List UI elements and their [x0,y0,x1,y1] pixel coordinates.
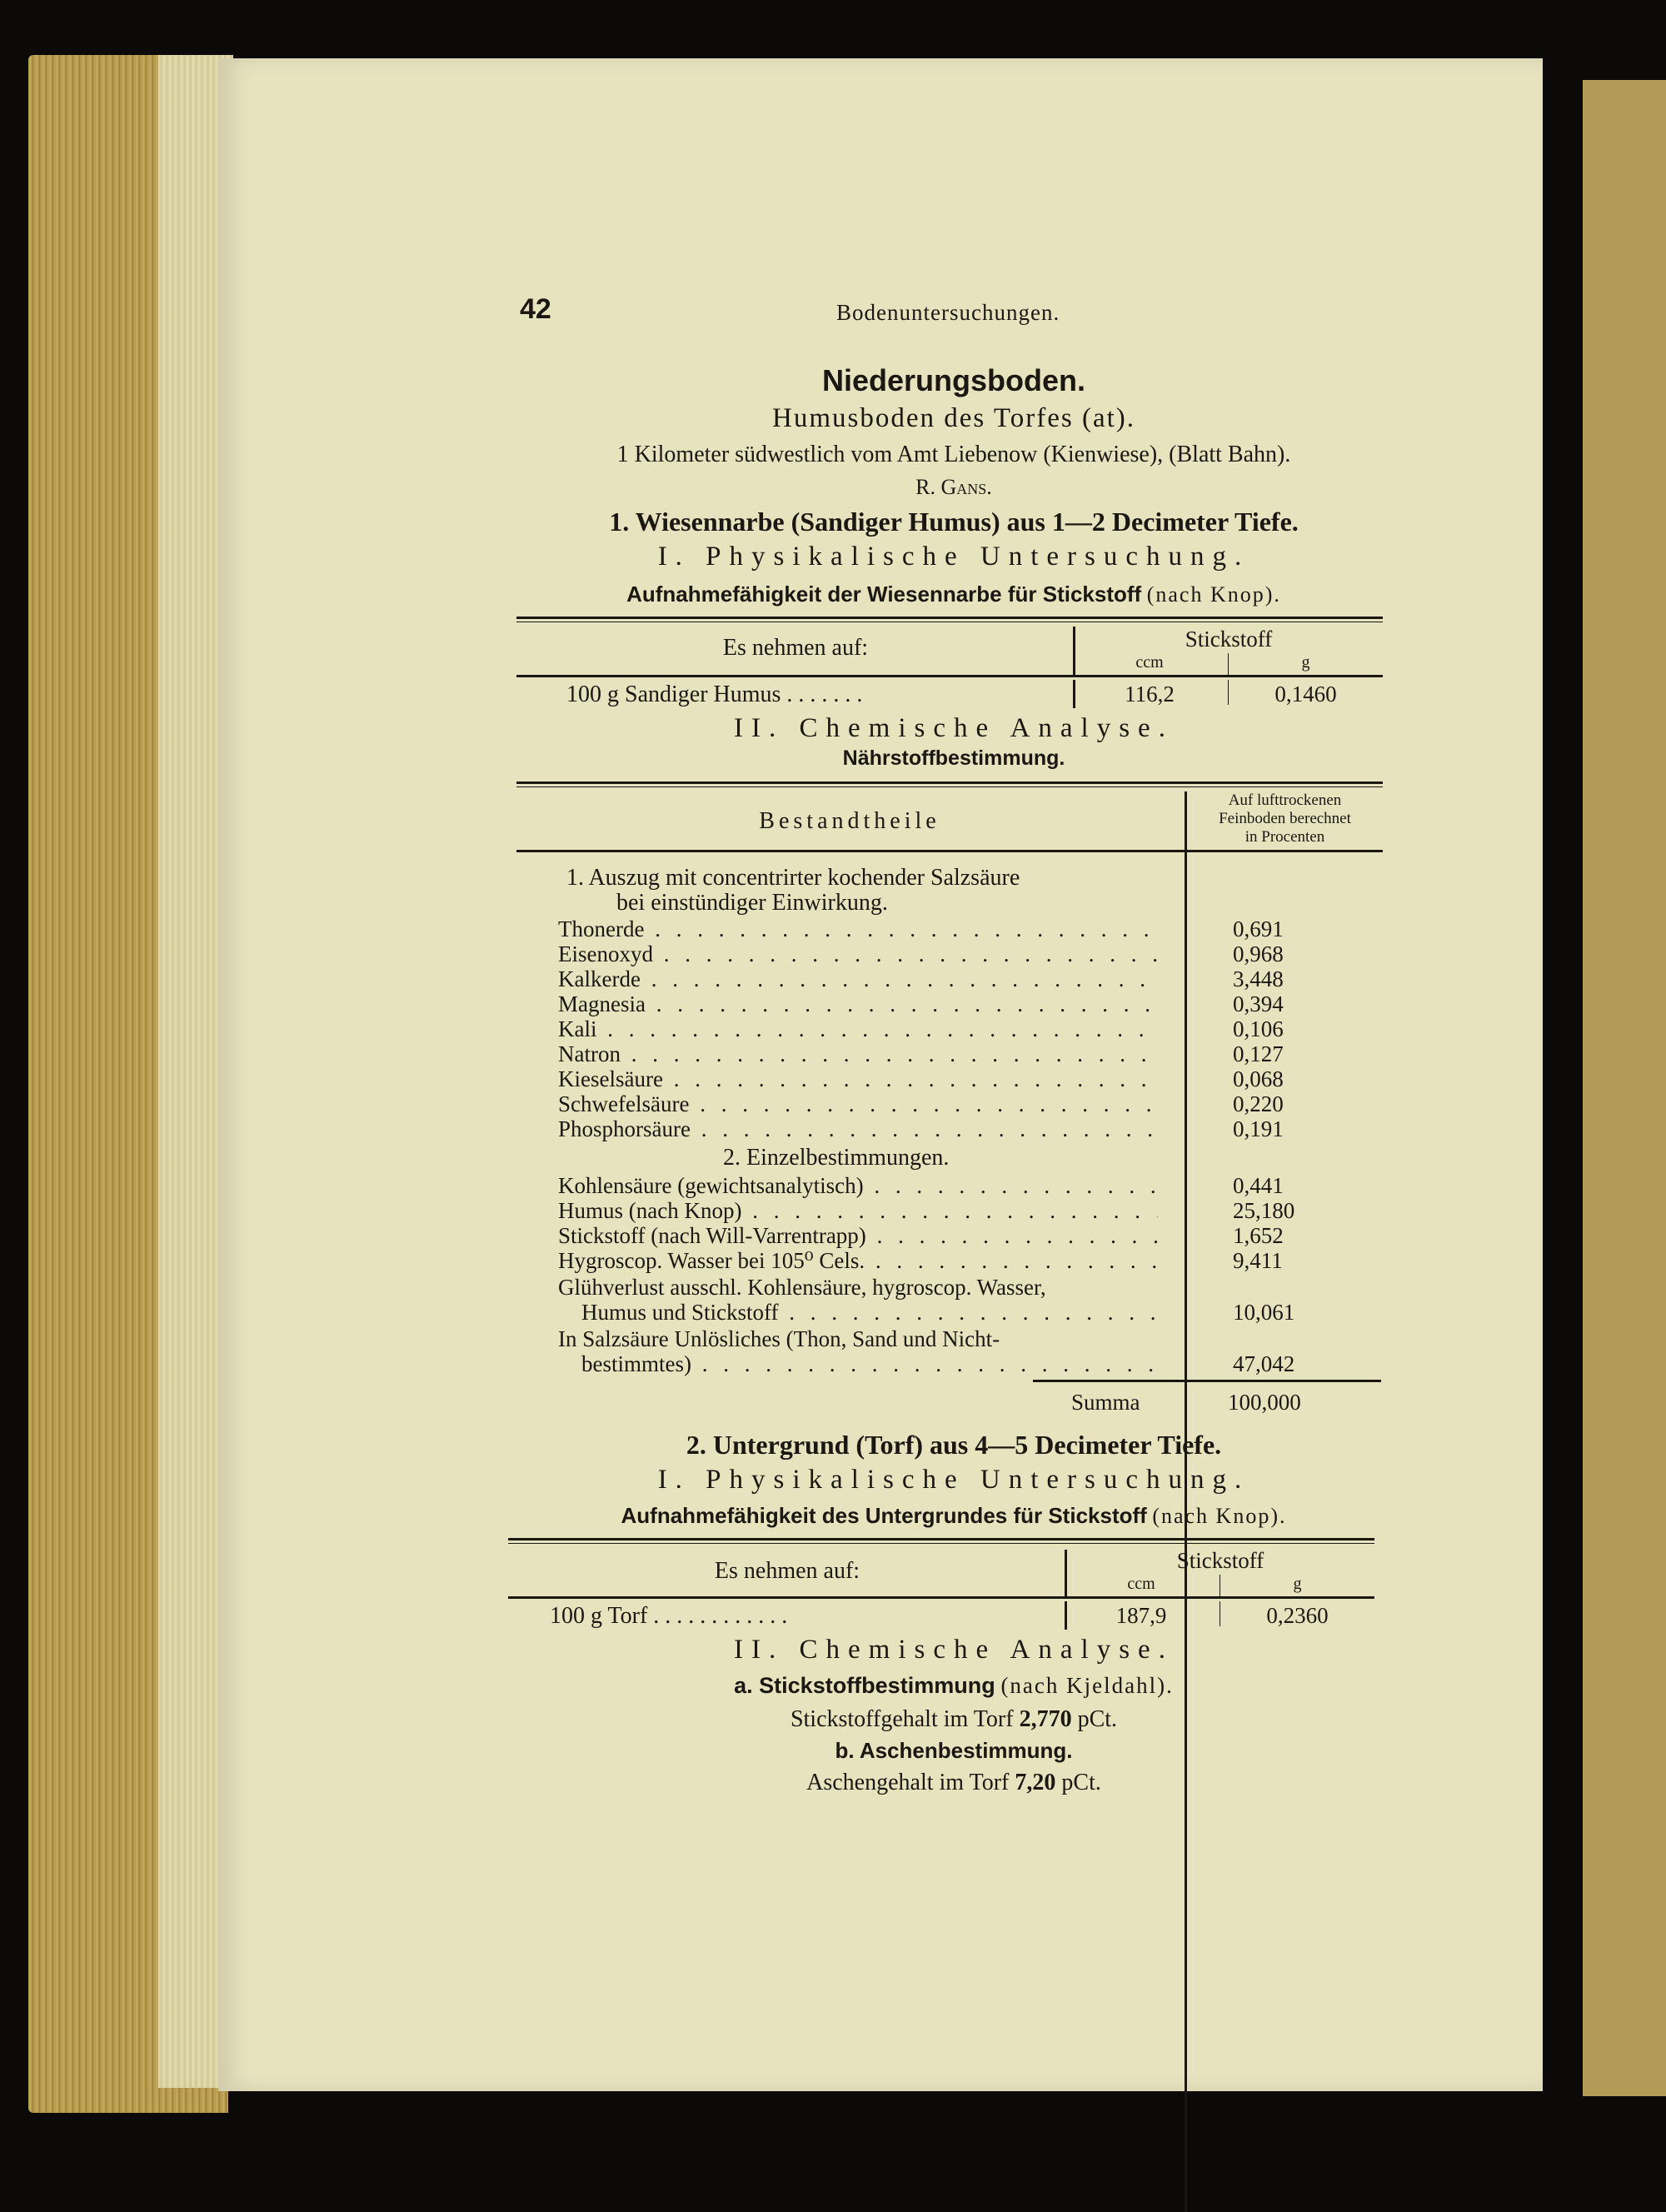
analysis-col-right-line1: Auf lufttrockenen [1228,791,1342,809]
section1-part2-heading: II. Chemische Analyse. [734,713,1174,743]
row-label: Thonerde . . . [558,916,1158,942]
row-value: 3,448 [1233,966,1284,991]
author: R. Gans. [915,475,992,499]
row-value: 0,394 [1233,991,1284,1016]
facing-page-edge [1583,80,1666,2096]
section2-heading: 2. Untergrund (Torf) aus 4—5 Decimeter Tiefe. [686,1430,1222,1460]
row-value: 0,127 [1233,1041,1284,1066]
analysis-row [558,1116,1158,1141]
analysis-row [581,1300,1158,1325]
table1-col-left: Es nehmen auf: [722,635,869,661]
row-value: 1,652 [1233,1223,1284,1248]
ash-text: Aschengehalt im Torf [806,1770,1010,1795]
analysis-col-right-line2: Feinboden berechnet [1219,810,1351,827]
table2-col-left: Es nehmen auf: [714,1558,860,1584]
row-label: Kohlensäure (gewichtsanalytisch) . . . [558,1173,1158,1199]
table1-col-g: g [1301,653,1310,672]
analysis-row [558,1016,1158,1041]
analysis-row [558,966,1158,991]
main-heading: Niederungsboden. [821,363,1086,397]
analysis-top-rule [516,781,1383,784]
ash-value: 7,20 [1015,1770,1056,1795]
row-value: 9,411 [1233,1248,1283,1273]
table2-top-rule-thin [508,1543,1374,1544]
section1-absorption-rest: (nach Knop). [1146,582,1281,607]
row-label: Kali . . . [558,1016,1158,1042]
analysis-col-right-line3: in Procenten [1245,828,1325,846]
analysis-row [558,991,1158,1016]
table2-col-ccm: ccm [1127,1575,1155,1593]
nutrient-heading: Nährstoffbestimmung. [842,746,1065,770]
nitrogen-unit: pCt. [1077,1706,1118,1732]
nitrogen-value: 2,770 [1019,1706,1072,1732]
row-value: 10,061 [1233,1300,1295,1325]
section2-part2-heading: II. Chemische Analyse. [734,1635,1174,1665]
table2-row-ccm: 187,9 [1115,1603,1167,1628]
row-label: Kieselsäure . . . [558,1066,1158,1092]
analysis-row [558,1173,1158,1198]
row-label: Stickstoff (nach Will-Varrentrapp) . . . [558,1223,1158,1249]
table2-divider [1065,1550,1067,1596]
row-value: 25,180 [1233,1198,1295,1223]
section1-absorption-heading [500,582,1408,607]
table1-col-ccm: ccm [1135,653,1164,672]
sum-rule [1033,1380,1381,1382]
section1-absorption-bold: Aufnahmefähigkeit der Wiesennarbe für Stickstoff [626,582,1142,607]
table1-col-group: Stickstoff [1185,627,1273,652]
analysis-row [558,941,1158,966]
section2-absorption-heading [500,1503,1408,1529]
nitrogen-line [500,1706,1408,1733]
row-value: 0,068 [1233,1066,1284,1091]
analysis-col-left: Bestandtheile [759,808,940,834]
section2-absorption-rest: (nach Knop). [1152,1504,1287,1528]
analysis-column-divider [1185,791,1187,2212]
row-value: 0,106 [1233,1016,1284,1041]
analysis-header-rule [516,850,1383,852]
row-label: Phosphorsäure . . . [558,1116,1158,1142]
analysis-row [558,1091,1158,1116]
table2-row-g: 0,2360 [1266,1603,1329,1628]
row-label: Natron . . . [558,1041,1158,1067]
table1-divider [1073,627,1075,675]
section2-absorption-bold: Aufnahmefähigkeit des Untergrundes für Stickstoff [621,1503,1147,1528]
section2-part1-heading: I. Physikalische Untersuchung. [657,1465,1250,1495]
analysis-row [558,916,1158,941]
sum-label: Summa [1071,1390,1140,1415]
sub-a-rest: (nach Kjeldahl). [1000,1673,1174,1698]
table1-row-g: 0,1460 [1274,682,1337,707]
table1-top-rule [516,617,1383,619]
sum-divider [1185,1383,1187,1420]
subheading: Humusboden des Torfes (at). [772,403,1135,433]
table2-top-rule [508,1538,1374,1540]
row-label: Schwefelsäure . . . [558,1091,1158,1117]
ash-unit: pCt. [1061,1770,1101,1795]
row-label: Humus und Stickstoff . . . [581,1300,1158,1326]
table2-header-rule [508,1596,1374,1599]
row-value: 0,441 [1233,1173,1284,1198]
analysis-row [558,1223,1158,1248]
sum-value: 100,000 [1228,1390,1301,1415]
table1-header-rule [516,675,1383,677]
group1-heading-line2: bei einstündiger Einwirkung. [616,890,888,916]
running-title: Bodenuntersuchungen. [836,300,1060,325]
nitrogen-text: Stickstoffgehalt im Torf [790,1706,1014,1732]
table2-col-g: g [1293,1575,1302,1593]
section1-heading: 1. Wiesennarbe (Sandiger Humus) aus 1—2 Decimeter Tiefe. [609,507,1299,537]
table2-col-group: Stickstoff [1176,1548,1264,1573]
analysis-row [581,1351,1158,1376]
ash-line [500,1770,1408,1796]
analysis-row [558,1248,1158,1273]
group1-heading-line1: 1. Auszug mit concentrirter kochender Salzsäure [566,865,1020,891]
section1-part1-heading: I. Physikalische Untersuchung. [657,542,1250,572]
row-value: 0,220 [1233,1091,1284,1116]
row-label: Humus (nach Knop) . . . [558,1198,1158,1224]
analysis-row [558,1041,1158,1066]
table2-row-label: 100 g Torf . . . . . . . . . . . . [550,1603,788,1629]
page-number: 42 [520,293,551,325]
analysis-top-rule-thin [516,786,1383,787]
group2-heading: 2. Einzelbestimmungen. [723,1145,950,1171]
table1-row-ccm: 116,2 [1125,682,1175,707]
analysis-col-right [1187,791,1383,846]
row-value: 47,042 [1233,1351,1295,1376]
table1-row-label: 100 g Sandiger Humus . . . . . . . [566,682,863,707]
row-label: Kalkerde . . . [558,966,1158,992]
row-label: bestimmtes) . . . [581,1351,1158,1377]
row-value: 0,691 [1233,916,1284,941]
sub-b-heading: b. Aschenbestimmung. [835,1738,1073,1763]
row-label: Magnesia . . . [558,991,1158,1017]
row-value: 0,191 [1233,1116,1284,1141]
gluhverlust-line1: Glühverlust ausschl. Kohlensäure, hygroscop. Wasser, [558,1275,1046,1300]
sub-a-bold: a. Stickstoffbestimmung [734,1673,995,1698]
analysis-row [558,1066,1158,1091]
row-label: Eisenoxyd . . . [558,941,1158,967]
unloesliches-line1: In Salzsäure Unlösliches (Thon, Sand und Nicht- [558,1326,1000,1351]
analysis-row [558,1198,1158,1223]
row-label: Hygroscop. Wasser bei 105⁰ Cels. . . . [558,1248,1158,1274]
location-line: 1 Kilometer südwestlich vom Amt Liebenow (Kienwiese), (Blatt Bahn). [616,442,1291,467]
row-value: 0,968 [1233,941,1284,966]
table1-subdivider [1228,653,1229,675]
sub-a-line [500,1673,1408,1699]
